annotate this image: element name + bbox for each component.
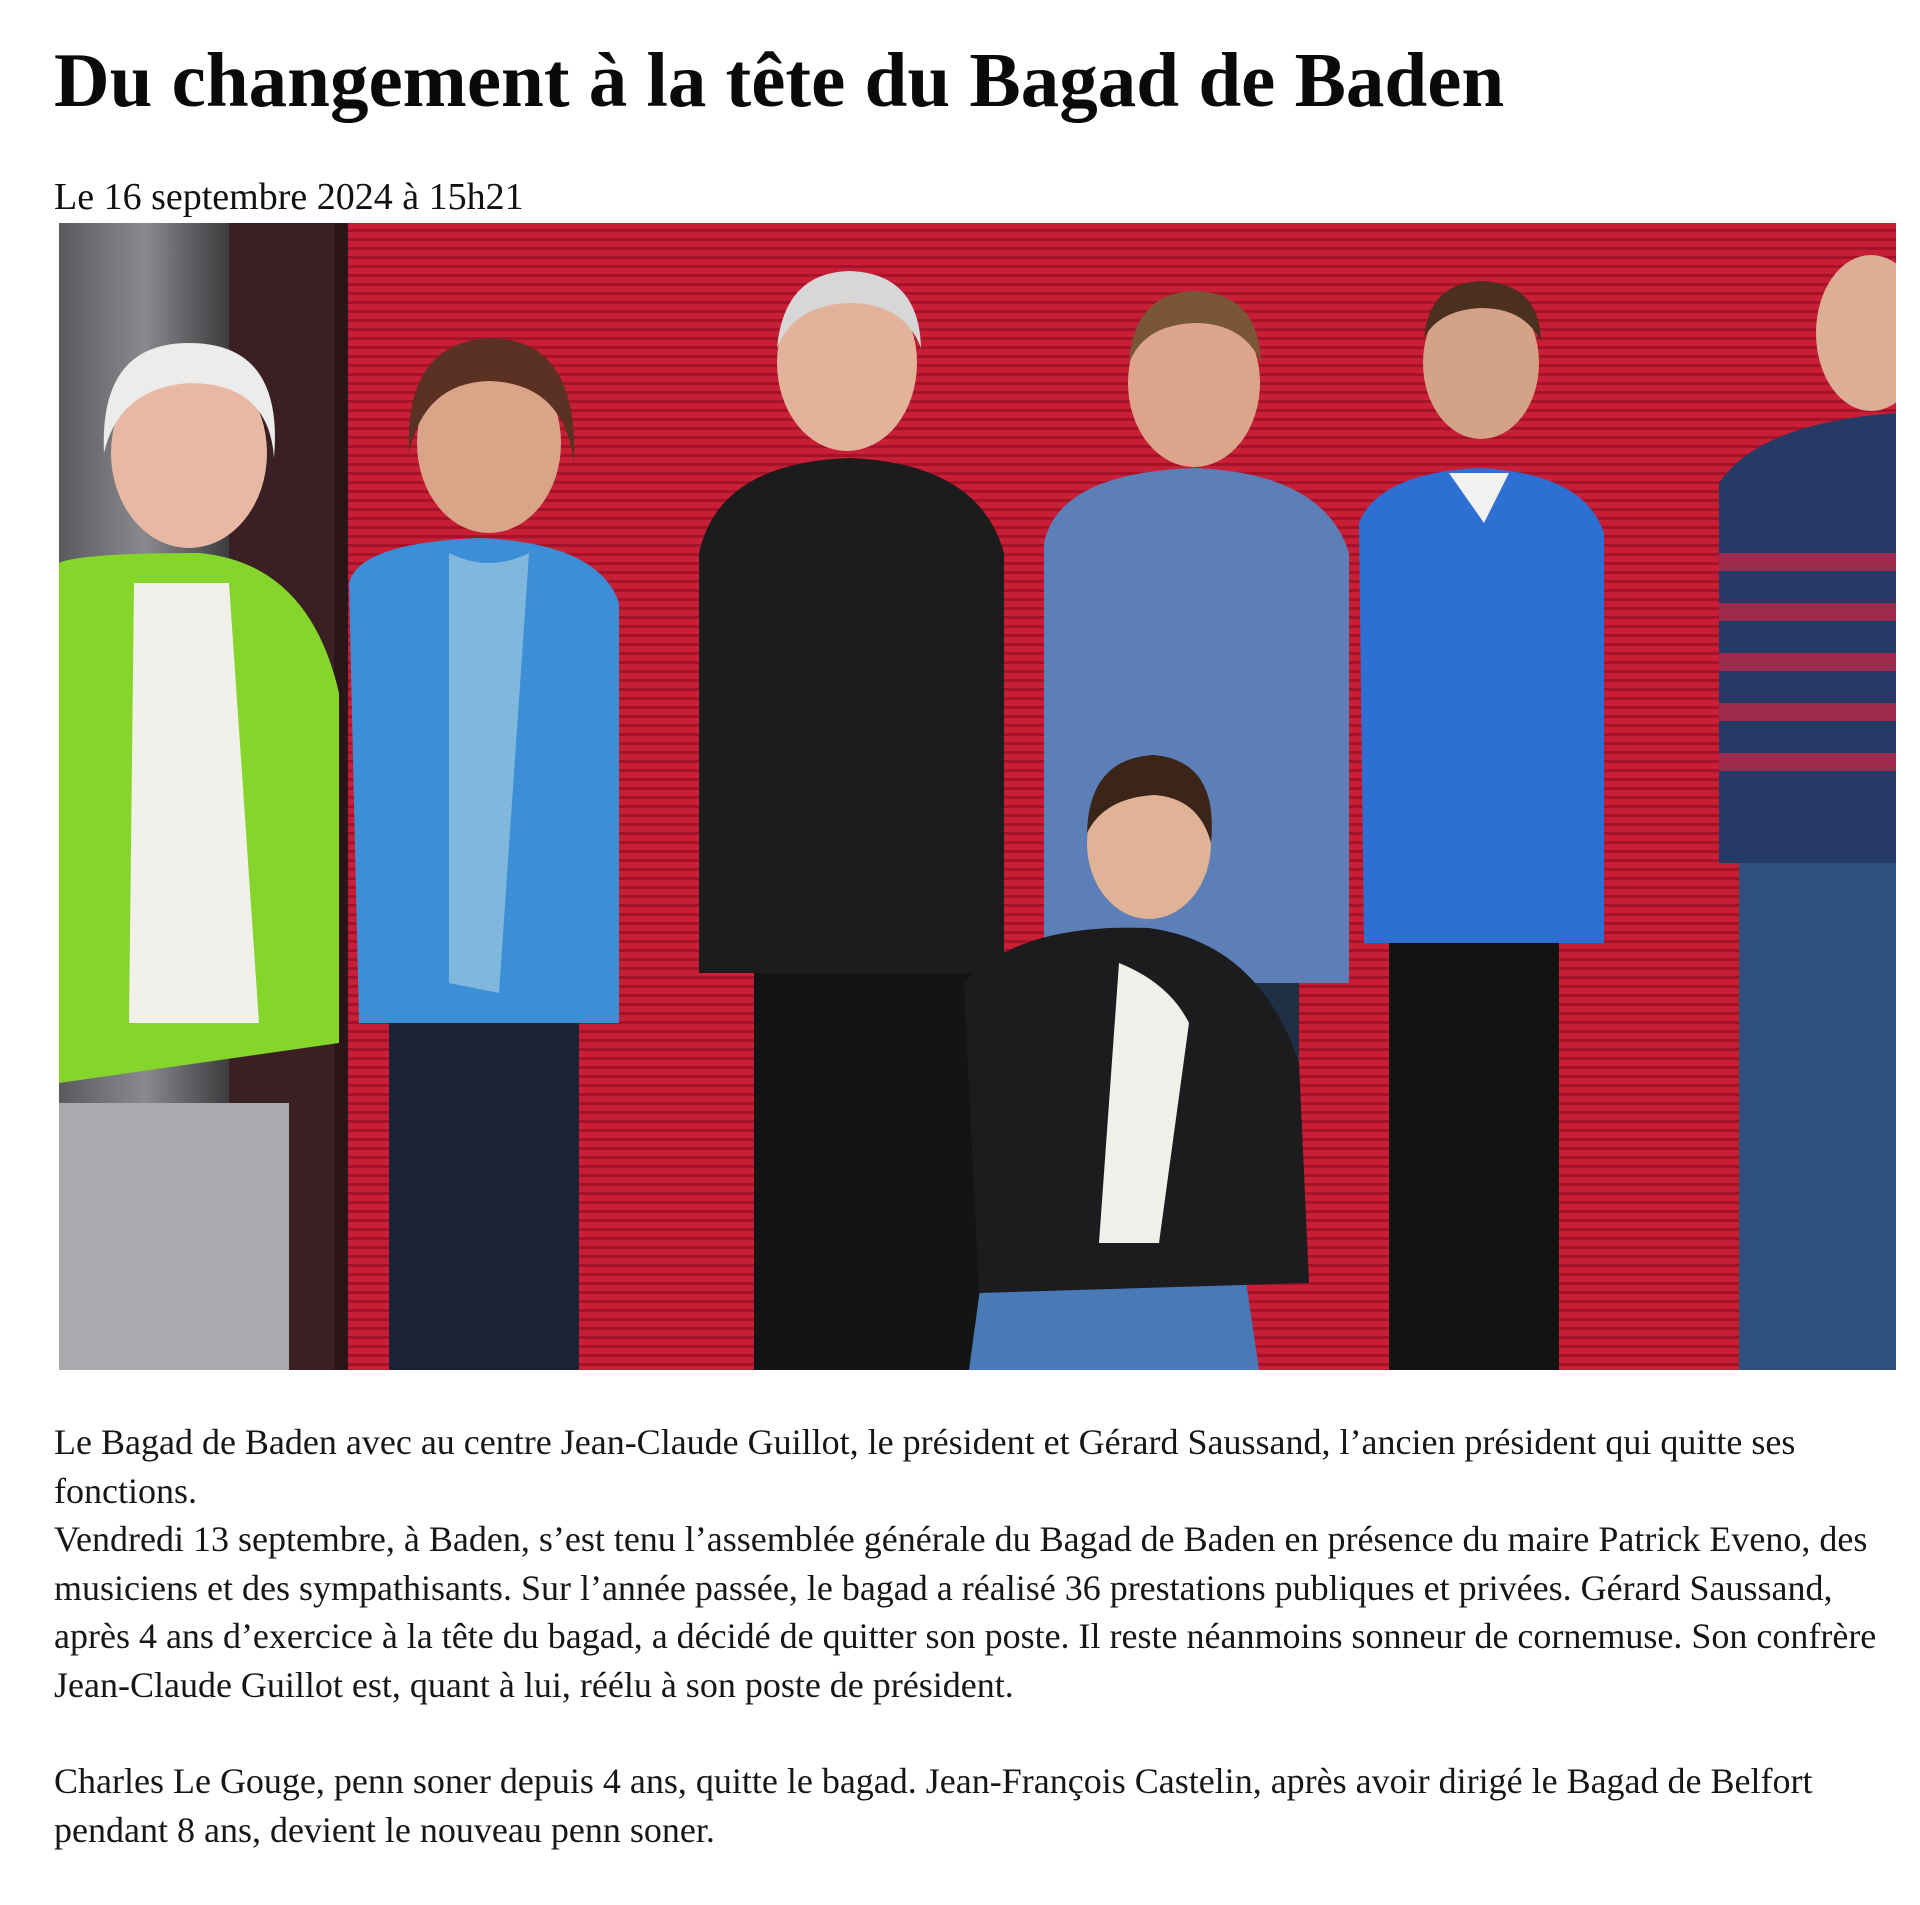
paragraph-spacer xyxy=(54,1709,1884,1757)
article-paragraph-2: Charles Le Gouge, penn soner depuis 4 ans, quitte le bagad. Jean-François Castelin, après avoir dirigé le Bagad de Belfort pendant 8 ans, devient le nouveau penn soner. xyxy=(54,1761,1813,1850)
article-body xyxy=(54,1418,1884,1854)
group-photo xyxy=(59,223,1896,1370)
photo-caption: Le Bagad de Baden avec au centre Jean-Claude Guillot, le président et Gérard Saussand, l’ancien président qui quitte ses fonctions. xyxy=(54,1422,1796,1511)
article-dateline: Le 16 septembre 2024 à 15h21 xyxy=(54,176,524,218)
group-photo-illustration xyxy=(59,223,1896,1370)
article-paragraph-1: Vendredi 13 septembre, à Baden, s’est tenu l’assemblée générale du Bagad de Baden en présence du maire Patrick Eveno, des musiciens et des sympathisants. Sur l’année passée, le bagad a réalisé 36 prestations publiques et privées. Gérard Saussand, après 4 ans d’exercice à la tête du bagad, a décidé de quitter son poste. Il reste néanmoins sonneur de cornemuse. Son confrère Jean-Claude Guillot est, quant à lui, réélu à son poste de président. xyxy=(54,1519,1877,1705)
article-headline: Du changement à la tête du Bagad de Baden xyxy=(54,37,1505,123)
